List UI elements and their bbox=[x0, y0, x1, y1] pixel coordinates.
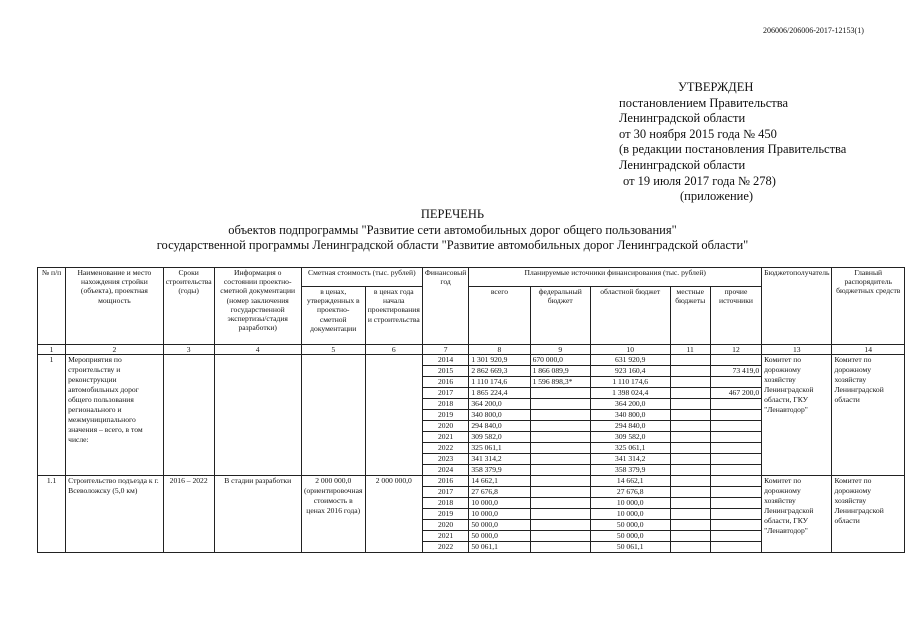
total-value: 309 582,0 bbox=[469, 432, 530, 443]
regional-value: 10 000,0 bbox=[590, 498, 670, 509]
federal-value bbox=[530, 542, 590, 553]
budget-recipient: Комитет по дорожному хозяйству Ленинградской области, ГКУ "Ленавтодор" bbox=[762, 476, 832, 553]
total-value: 294 840,0 bbox=[469, 421, 530, 432]
approval-line: (в редакции постановления Правительства bbox=[619, 142, 847, 157]
column-number: 9 bbox=[530, 345, 590, 355]
total-value: 50 061,1 bbox=[469, 542, 530, 553]
total-value: 325 061,1 bbox=[469, 443, 530, 454]
construction-terms: 2016 – 2022 bbox=[163, 476, 214, 553]
fin-year: 2015 bbox=[422, 366, 468, 377]
local-value bbox=[670, 476, 710, 487]
other-value bbox=[710, 443, 761, 454]
column-number: 1 bbox=[38, 345, 66, 355]
federal-value bbox=[530, 421, 590, 432]
object-name: Мероприятия по строительству и реконструкции автомобильных дорог общего пользования регионального и межмуниципального значения – всего, в том числе: bbox=[66, 355, 164, 476]
design-doc-status: В стадии разработки bbox=[214, 476, 301, 553]
federal-value bbox=[530, 432, 590, 443]
other-value bbox=[710, 454, 761, 465]
header-manager: Главный распорядитель бюджетных средств bbox=[832, 268, 905, 345]
other-value bbox=[710, 498, 761, 509]
construction-terms bbox=[163, 355, 214, 476]
header-plan-group: Планируемые источники финансирования (тыс. рублей) bbox=[469, 268, 762, 287]
local-value bbox=[670, 366, 710, 377]
approval-block bbox=[619, 80, 889, 205]
total-value: 10 000,0 bbox=[469, 509, 530, 520]
header-other: прочие источники bbox=[710, 287, 761, 345]
local-value bbox=[670, 421, 710, 432]
fin-year: 2014 bbox=[422, 355, 468, 366]
column-number: 7 bbox=[422, 345, 468, 355]
federal-value bbox=[530, 509, 590, 520]
column-number-row bbox=[38, 345, 905, 355]
total-value: 1 110 174,6 bbox=[469, 377, 530, 388]
regional-value: 341 314,2 bbox=[590, 454, 670, 465]
local-value bbox=[670, 399, 710, 410]
regional-value: 14 662,1 bbox=[590, 476, 670, 487]
other-value bbox=[710, 410, 761, 421]
header-row bbox=[38, 268, 905, 287]
cost-start-year bbox=[365, 355, 422, 476]
column-number: 2 bbox=[66, 345, 164, 355]
cost-approved: 2 000 000,0 (ориентировочная стоимость в ценах 2016 года) bbox=[301, 476, 365, 553]
total-value: 358 379,9 bbox=[469, 465, 530, 476]
federal-value: 1 596 898,3* bbox=[530, 377, 590, 388]
fin-year: 2018 bbox=[422, 498, 468, 509]
other-value: 73 419,0 bbox=[710, 366, 761, 377]
column-number: 6 bbox=[365, 345, 422, 355]
header-total: всего bbox=[469, 287, 530, 345]
regional-value: 631 920,9 bbox=[590, 355, 670, 366]
fin-year: 2019 bbox=[422, 410, 468, 421]
fin-year: 2016 bbox=[422, 476, 468, 487]
title-program: государственной программы Ленинградской области "Развитие автомобильных дорог Ленинградской области" bbox=[156, 238, 749, 252]
regional-value: 27 676,8 bbox=[590, 487, 670, 498]
header-recipient: Бюджетополучатель bbox=[762, 268, 832, 345]
federal-value bbox=[530, 399, 590, 410]
regional-value: 309 582,0 bbox=[590, 432, 670, 443]
regional-value: 50 000,0 bbox=[590, 531, 670, 542]
local-value bbox=[670, 498, 710, 509]
local-value bbox=[670, 509, 710, 520]
local-value bbox=[670, 520, 710, 531]
other-value bbox=[710, 377, 761, 388]
other-value bbox=[710, 476, 761, 487]
column-number: 3 bbox=[163, 345, 214, 355]
total-value: 50 000,0 bbox=[469, 520, 530, 531]
other-value bbox=[710, 432, 761, 443]
regional-value: 1 110 174,6 bbox=[590, 377, 670, 388]
column-number: 8 bbox=[469, 345, 530, 355]
fin-year: 2021 bbox=[422, 531, 468, 542]
local-value bbox=[670, 443, 710, 454]
total-value: 50 000,0 bbox=[469, 531, 530, 542]
header-num: № п/п bbox=[38, 268, 66, 345]
fin-year: 2024 bbox=[422, 465, 468, 476]
fin-year: 2016 bbox=[422, 377, 468, 388]
federal-value bbox=[530, 465, 590, 476]
fin-year: 2018 bbox=[422, 399, 468, 410]
fin-year: 2022 bbox=[422, 443, 468, 454]
local-value bbox=[670, 454, 710, 465]
header-cost-group: Сметная стоимость (тыс. рублей) bbox=[301, 268, 422, 287]
fin-year: 2023 bbox=[422, 454, 468, 465]
fin-year: 2021 bbox=[422, 432, 468, 443]
header-fin-year: Финансовый год bbox=[422, 268, 468, 345]
other-value bbox=[710, 509, 761, 520]
local-value bbox=[670, 410, 710, 421]
federal-value bbox=[530, 487, 590, 498]
column-number: 11 bbox=[670, 345, 710, 355]
fin-year: 2020 bbox=[422, 520, 468, 531]
header-name: Наименование и место нахождения стройки (объекта), проектная мощность bbox=[66, 268, 164, 345]
total-value: 14 662,1 bbox=[469, 476, 530, 487]
regional-value: 340 800,0 bbox=[590, 410, 670, 421]
regional-value: 1 398 024,4 bbox=[590, 388, 670, 399]
total-value: 10 000,0 bbox=[469, 498, 530, 509]
cost-start-year: 2 000 000,0 bbox=[365, 476, 422, 553]
header-info: Информация о состоянии проектно-сметной документации (номер заключения государственной экспертизы/стадия разработки) bbox=[214, 268, 301, 345]
fin-year: 2020 bbox=[422, 421, 468, 432]
regional-value: 50 061,1 bbox=[590, 542, 670, 553]
other-value bbox=[710, 542, 761, 553]
regional-value: 294 840,0 bbox=[590, 421, 670, 432]
local-value bbox=[670, 388, 710, 399]
approval-line: постановлением Правительства bbox=[619, 95, 789, 110]
fin-year: 2022 bbox=[422, 542, 468, 553]
column-number: 4 bbox=[214, 345, 301, 355]
federal-value bbox=[530, 520, 590, 531]
objects-table bbox=[37, 267, 905, 553]
header-terms: Сроки строительства (годы) bbox=[163, 268, 214, 345]
other-value bbox=[710, 355, 761, 366]
regional-value: 364 200,0 bbox=[590, 399, 670, 410]
approval-line: от 19 июля 2017 года № 278) bbox=[623, 173, 776, 188]
other-value bbox=[710, 465, 761, 476]
other-value bbox=[710, 421, 761, 432]
approval-line: Ленинградской области bbox=[619, 157, 746, 172]
row-number: 1 bbox=[38, 355, 66, 476]
federal-value bbox=[530, 498, 590, 509]
local-value bbox=[670, 355, 710, 366]
local-value bbox=[670, 531, 710, 542]
federal-value bbox=[530, 443, 590, 454]
federal-value: 670 000,0 bbox=[530, 355, 590, 366]
column-number: 13 bbox=[762, 345, 832, 355]
title-heading: ПЕРЕЧЕНЬ bbox=[420, 207, 485, 221]
header-federal: федеральный бюджет bbox=[530, 287, 590, 345]
federal-value bbox=[530, 476, 590, 487]
total-value: 2 862 669,3 bbox=[469, 366, 530, 377]
header-cost-start: в ценах года начала проектирования и строительства bbox=[365, 287, 422, 345]
row-number: 1.1 bbox=[38, 476, 66, 553]
total-value: 27 676,8 bbox=[469, 487, 530, 498]
approval-line: УТВЕРЖДЕН bbox=[678, 80, 754, 94]
local-value bbox=[670, 487, 710, 498]
header-regional: областной бюджет bbox=[590, 287, 670, 345]
column-number: 14 bbox=[832, 345, 905, 355]
cost-approved bbox=[301, 355, 365, 476]
title-subheading: объектов подпрограммы "Развитие сети автомобильных дорог общего пользования" bbox=[228, 222, 677, 237]
header-cost-approved: в ценах, утвержденных в проектно-сметной документации bbox=[301, 287, 365, 345]
object-name: Строительство подъезда к г. Всеволожску (5,0 км) bbox=[66, 476, 164, 553]
fin-year: 2019 bbox=[422, 509, 468, 520]
total-value: 1 301 920,9 bbox=[469, 355, 530, 366]
total-value: 1 865 224,4 bbox=[469, 388, 530, 399]
table-row bbox=[38, 355, 905, 366]
other-value bbox=[710, 520, 761, 531]
other-value bbox=[710, 531, 761, 542]
total-value: 364 200,0 bbox=[469, 399, 530, 410]
other-value: 467 200,0 bbox=[710, 388, 761, 399]
local-value bbox=[670, 542, 710, 553]
federal-value bbox=[530, 388, 590, 399]
document-number: 206006/206006-2017-12153(1) bbox=[763, 26, 864, 35]
federal-value bbox=[530, 531, 590, 542]
local-value bbox=[670, 432, 710, 443]
regional-value: 358 379,9 bbox=[590, 465, 670, 476]
budget-recipient: Комитет по дорожному хозяйству Ленинградской области, ГКУ "Ленавтодор" bbox=[762, 355, 832, 476]
budget-manager: Комитет по дорожному хозяйству Ленинградской области bbox=[832, 355, 905, 476]
column-number: 10 bbox=[590, 345, 670, 355]
regional-value: 10 000,0 bbox=[590, 509, 670, 520]
total-value: 341 314,2 bbox=[469, 454, 530, 465]
regional-value: 50 000,0 bbox=[590, 520, 670, 531]
header-local: местные бюджеты bbox=[670, 287, 710, 345]
document-title bbox=[0, 207, 905, 254]
approval-line: Ленинградской области bbox=[619, 111, 746, 126]
other-value bbox=[710, 487, 761, 498]
fin-year: 2017 bbox=[422, 487, 468, 498]
column-number: 12 bbox=[710, 345, 761, 355]
budget-manager: Комитет по дорожному хозяйству Ленинградской области bbox=[832, 476, 905, 553]
federal-value bbox=[530, 410, 590, 421]
design-doc-status bbox=[214, 355, 301, 476]
federal-value bbox=[530, 454, 590, 465]
regional-value: 325 061,1 bbox=[590, 443, 670, 454]
other-value bbox=[710, 399, 761, 410]
regional-value: 923 160,4 bbox=[590, 366, 670, 377]
approval-line: (приложение) bbox=[680, 189, 754, 204]
column-number: 5 bbox=[301, 345, 365, 355]
fin-year: 2017 bbox=[422, 388, 468, 399]
federal-value: 1 866 089,9 bbox=[530, 366, 590, 377]
approval-line: от 30 ноября 2015 года № 450 bbox=[619, 126, 777, 141]
local-value bbox=[670, 377, 710, 388]
total-value: 340 800,0 bbox=[469, 410, 530, 421]
table-row bbox=[38, 476, 905, 487]
local-value bbox=[670, 465, 710, 476]
